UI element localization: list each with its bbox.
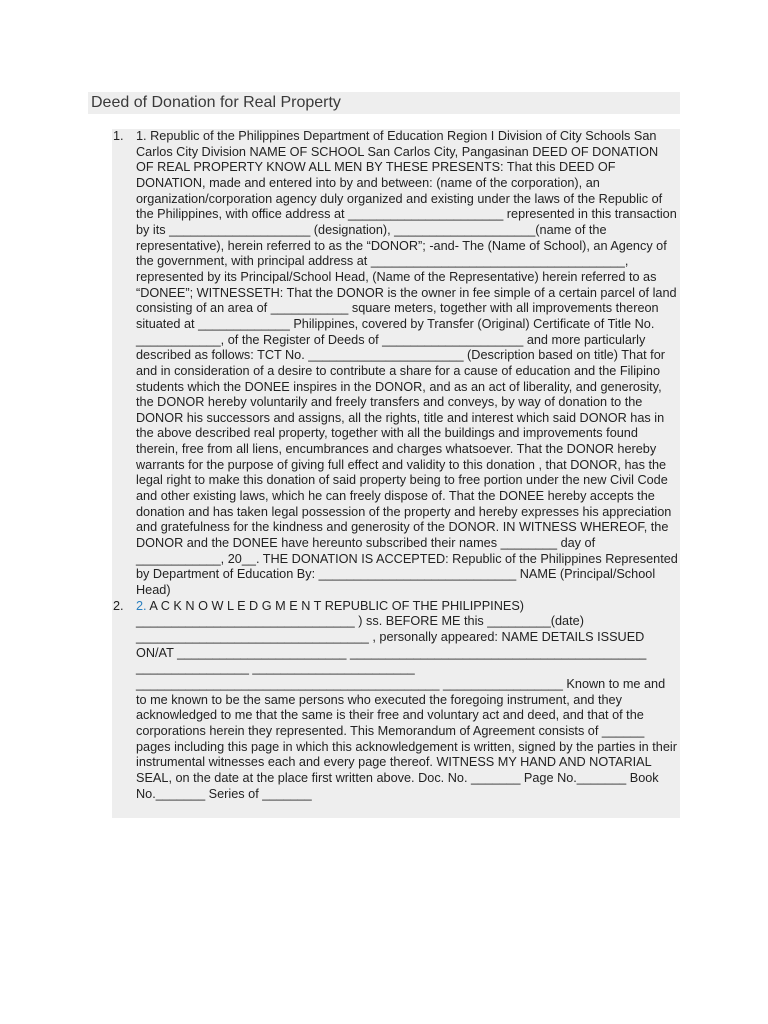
inner-number-link[interactable]: 2. bbox=[136, 598, 147, 613]
list-item bbox=[112, 599, 680, 803]
list-item-number: 2. bbox=[113, 598, 124, 613]
numbered-list bbox=[112, 129, 680, 802]
list-item-text bbox=[136, 599, 680, 803]
page-title: Deed of Donation for Real Property bbox=[88, 92, 680, 114]
list-item bbox=[112, 129, 680, 599]
list-item-number: 1. bbox=[113, 129, 124, 143]
list-item-text bbox=[136, 129, 680, 599]
deed-text: Republic of the Philippines Department of Education Region I Division of City Schools San Carlos City Division NAME OF SCHOOL San Carlos City, Pangasinan DEED OF DONATION OF REAL PROPERTY KNOW ALL MEN BY THESE PRESENTS: That this DEED OF DONATION, made and entered into by and between: (name of the corporation), an organization/corporation agency duly organized and existing under the laws of the Republic of the Philippines, with office address at ______________________ represented in this transaction by its ____________________ (designation), ____________________(name of the representative), herein referred to as the “DONOR”; -and- The (Name of School), an Agency of the government, with principal address at ____________________________________, represented by its Principal/School Head, (Name of the Representative) herein referred to as “DONEE”; WITNESSETH: That the DONOR is the owner in fee simple of a certain parcel of land consisting of an area of ___________ square meters, together with all improvements thereon situated at _____________ Philippines, covered by Transfer (Original) Certificate of Title No. ____________, of the Register of Deeds of ____________________ and more particularly described as follows: TCT No. ______________________ (Description based on title) That for and in consideration of a desire to contribute a share for a cause of education and the Filipino students which the DONEE inspires in the DONOR, and as an act of liberality, and generosity, the DONOR hereby voluntarily and freely transfers and conveys, by way of donation to the DONOR his successors and assigns, all the rights, title and interest which said DONOR has in the above described real property, together with all the buildings and improvements found therein, free from all liens, encumbrances and charges whatsoever. That the DONOR hereby warrants for the purpose of giving full effect and validity to this donation , that DONOR, has the legal right to make this donation of said property being to free portion under the new Civil Code and other existing laws, which he can freely dispose of. That the DONEE hereby accepts the donation and has taken legal possession of the property and hereby expresses his appreciation and gratefulness for the kindness and generosity of the DONOR. IN WITNESS WHEREOF, the DONOR and the DONEE have hereunto subscribed their names ________ day of ____________, 20__. THE DONATION IS ACCEPTED: Republic of the Philippines Represented by Department of Education By: ____________________________ NAME (Principal/School Head) bbox=[136, 129, 678, 598]
acknowledgment-text: A C K N O W L E D G M E N T REPUBLIC OF THE PHILIPPINES) _______________________________ ) ss. BEFORE ME this _________(date) _________________________________ , personally appeared: NAME DETAILS ISSUED ON/AT ________________________ __________________________________________ ________________ _______________________ ___________________________________________ _________________ Known to me and to me known to be the same persons who executed the foregoing instrument, and they acknowledged to me that the same is their free and voluntary act and deed, and that of the corporations herein they represented. This Memorandum of Agreement consists of ______ pages including this page in which this acknowledgement is written, signed by the parties in their instrumental witnesses each and every page thereof. WITNESS MY HAND AND NOTARIAL SEAL, on the date at the place first written above. Doc. No. _______ Page No._______ Book No._______ Series of _______ bbox=[136, 598, 677, 801]
document-body bbox=[112, 129, 680, 818]
inner-number: 1. bbox=[136, 129, 147, 143]
